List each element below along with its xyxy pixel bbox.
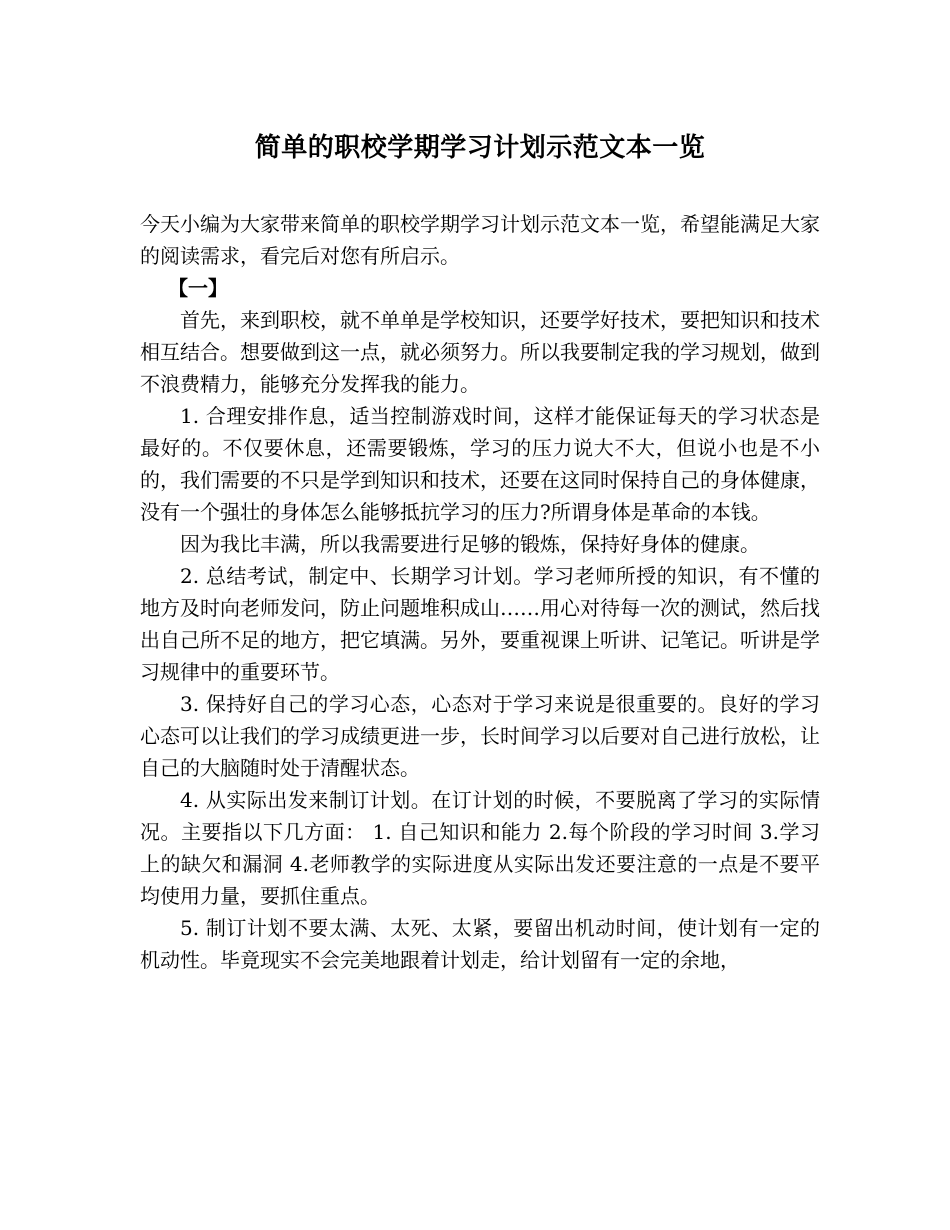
paragraph-item-1: 1. 合理安排作息，适当控制游戏时间，这样才能保证每天的学习状态是最好的。不仅要休息，还需要锻炼，学习的压力说大不大，但说小也是不小的，我们需要的不只是学到知识和技术，还要在这同时保持自己的身体健康，没有一个强壮的身体怎么能够抵抗学习的压力?所谓身体是革命的本钱。 bbox=[140, 404, 820, 524]
paragraph-item-4: 4. 从实际出发来制订计划。在订计划的时候，不要脱离了学习的实际情况。主要指以下几方面： 1. 自己知识和能力 2.每个阶段的学习时间 3.学习上的缺欠和漏洞 4.老师教学的实际进度从实际出发还要注意的一点是不要平均使用力量，要抓住重点。 bbox=[140, 788, 820, 908]
intro-paragraph: 今天小编为大家带来简单的职校学期学习计划示范文本一览，希望能满足大家的阅读需求，看完后对您有所启示。 bbox=[140, 212, 820, 268]
section-heading: 【一】 bbox=[168, 276, 228, 300]
document-body bbox=[140, 208, 820, 976]
document-page bbox=[140, 130, 820, 976]
document-title: 简单的职校学期学习计划示范文本一览 bbox=[254, 133, 706, 163]
paragraph-opening: 首先，来到职校，就不单单是学校知识，还要学好技术，要把知识和技术相互结合。想要做到这一点，就必须努力。所以我要制定我的学习规划，做到不浪费精力，能够充分发挥我的能力。 bbox=[140, 308, 820, 396]
paragraph-exercise-note: 因为我比丰满，所以我需要进行足够的锻炼，保持好身体的健康。 bbox=[180, 532, 760, 556]
paragraph-item-3: 3. 保持好自己的学习心态，心态对于学习来说是很重要的。良好的学习心态可以让我们的学习成绩更进一步，长时间学习以后要对自己进行放松，让自己的大脑随时处于清醒状态。 bbox=[140, 692, 820, 780]
paragraph-item-2: 2. 总结考试，制定中、长期学习计划。学习老师所授的知识，有不懂的地方及时向老师发问，防止问题堆积成山……用心对待每一次的测试，然后找出自己所不足的地方，把它填满。另外，要重视课上听讲、记笔记。听讲是学习规律中的重要环节。 bbox=[140, 564, 820, 684]
paragraph-item-5: 5. 制订计划不要太满、太死、太紧，要留出机动时间，使计划有一定的机动性。毕竟现实不会完美地跟着计划走，给计划留有一定的余地， bbox=[140, 916, 820, 972]
